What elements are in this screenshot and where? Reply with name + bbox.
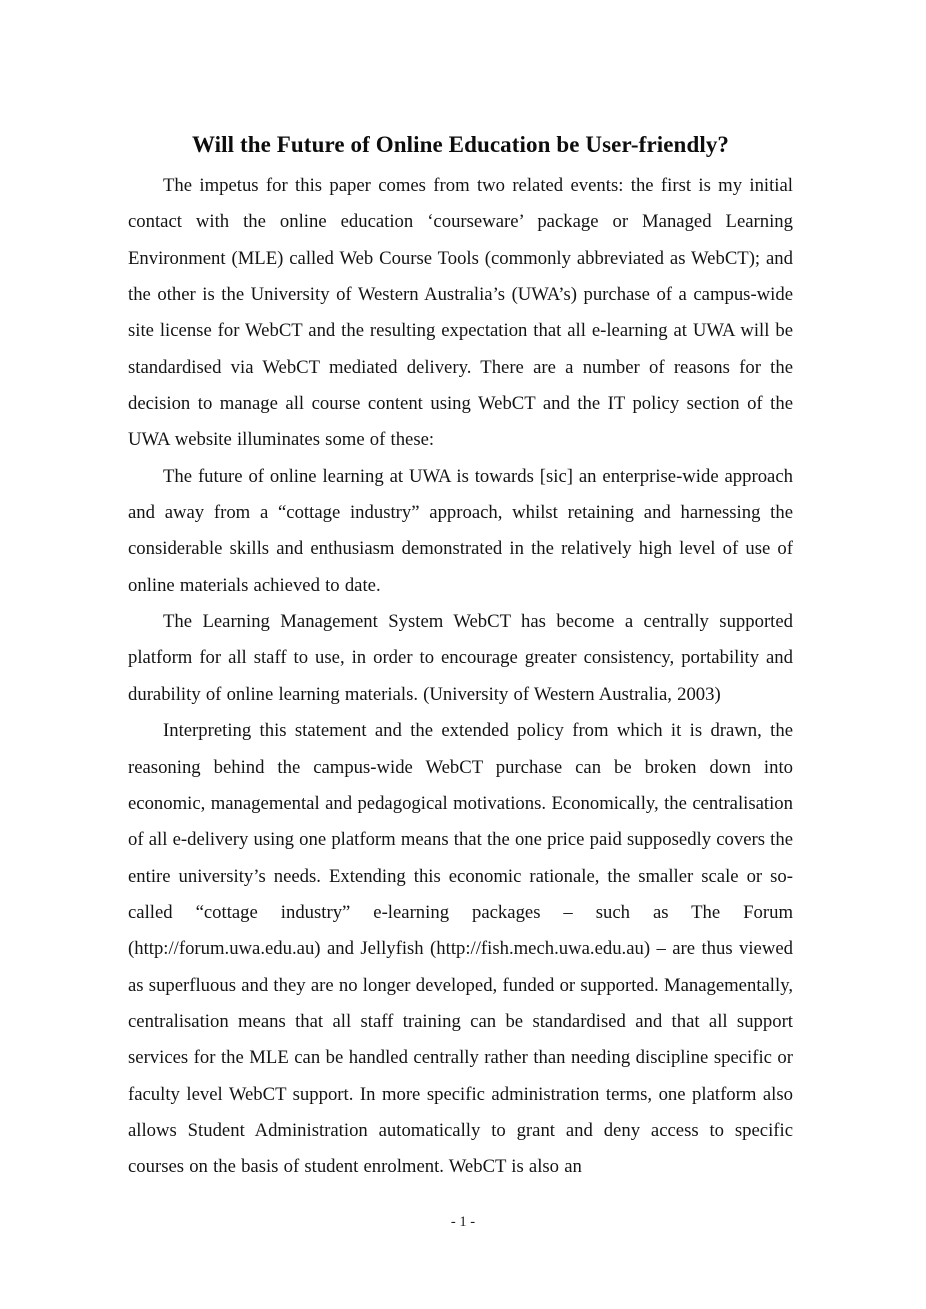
document-body xyxy=(128,121,793,1186)
paragraph-intro: The impetus for this paper comes from two related events: the first is my initial contact with the online education ‘courseware’ package or Managed Learning Environment (MLE) called Web Course Tools (commonly abbreviated as WebCT); and the other is the University of Western Australia’s (UWA’s) purchase of a campus-wide site license for WebCT and the resulting expectation that all e-learning at UWA will be standardised via WebCT mediated delivery. There are a number of reasons for the decision to manage all course content using WebCT and the IT policy section of the UWA website illuminates some of these: xyxy=(128,175,793,451)
paragraph-quote-policy: The future of online learning at UWA is towards [sic] an enterprise-wide approach and away from a “cottage industry” approach, whilst retaining and harnessing the considerable skills and enthusiasm demonstrated in the relatively high level of use of online materials achieved to date. xyxy=(128,465,793,596)
paragraph-interpretation: Interpreting this statement and the extended policy from which it is drawn, the reasoning behind the campus-wide WebCT purchase can be broken down into economic, managemental and pedagogical motivations. Economically, the centralisation of all e-delivery using one platform means that the one price paid supposedly covers the entire university’s needs. Extending this economic rationale, the smaller scale or so-called “cottage industry” e-learning packages – such as The Forum (http://forum.uwa.edu.au) and Jellyfish (http://fish.mech.uwa.edu.au) – are thus viewed as superfluous and they are no longer developed, funded or supported. Managementally, centralisation means that all staff training can be standardised and that all support services for the MLE can be handled centrally rather than needing discipline specific or faculty level WebCT support. In more specific administration terms, one platform also allows Student Administration automatically to grant and deny access to specific courses on the basis of student enrolment. WebCT is also an xyxy=(128,720,794,1178)
page-number: - 1 - xyxy=(450,1214,476,1230)
paragraph-quote-lms: The Learning Management System WebCT has become a centrally supported platform for all staff to use, in order to encourage greater consistency, portability and durability of online learning materials. (University of Western Australia, 2003) xyxy=(128,611,793,705)
document-title: Will the Future of Online Education be User-friendly? xyxy=(191,132,730,157)
